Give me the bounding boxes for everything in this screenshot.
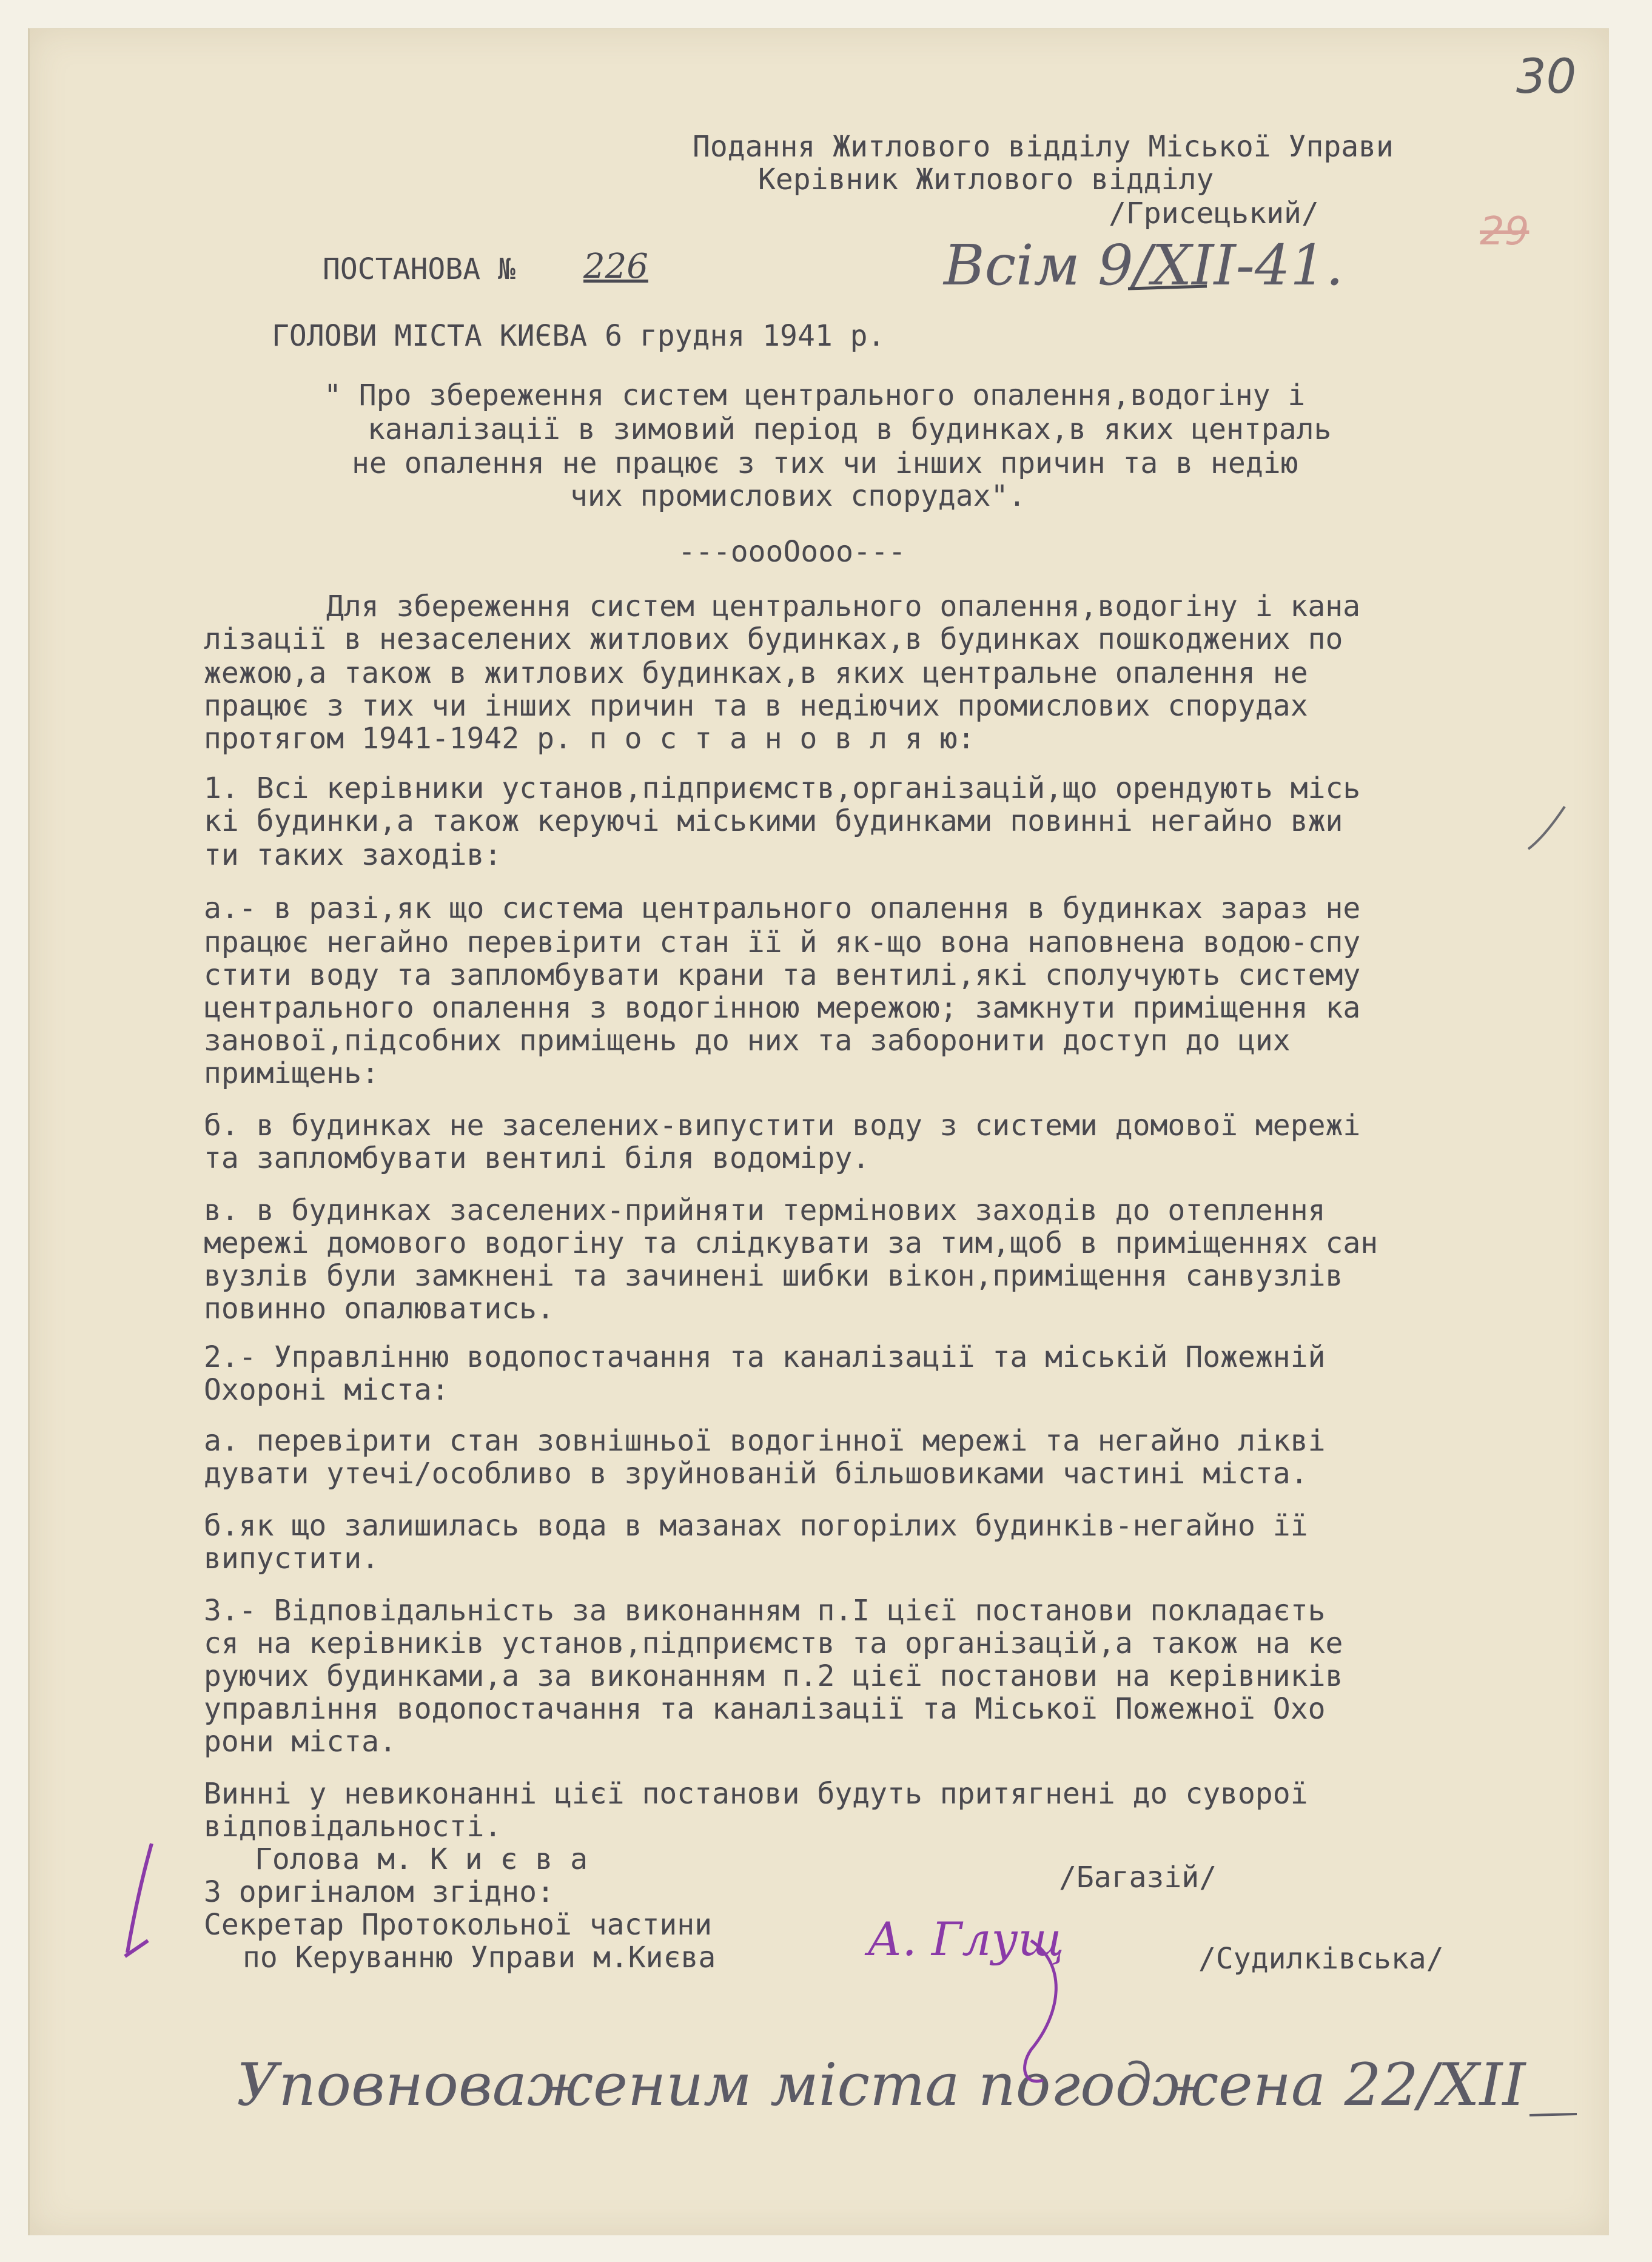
subject-line: чих промислових спорудах". xyxy=(570,479,1026,513)
subject-line: " Про збереження систем центрального опалення,водогіну і xyxy=(324,378,1306,412)
secretary-line2: по Керуванню Управи м.Києва xyxy=(243,1941,716,1975)
item1c-line: в. в будинках заселених-прийняти термінових заходів до отеплення xyxy=(204,1193,1326,1227)
copy-line: З оригіналом згідно: xyxy=(204,1875,554,1909)
subject-line: каналізації в зимовий період в будинках,в яких централь xyxy=(368,412,1332,446)
closing-line: відповідальності. xyxy=(204,1810,502,1844)
item1c-line: вузлів були замкнені та зачинені шибки вікон,приміщення санвузлів xyxy=(204,1259,1343,1293)
item1c-line: повинно опалюватись. xyxy=(204,1292,554,1326)
subtitle: ГОЛОВИ МІСТА КИЄВА 6 грудня 1941 р. xyxy=(272,319,885,353)
header-line2: Керівник Житлового відділу xyxy=(758,163,1214,196)
item2a-line: дувати утечі/особливо в зруйнованій більшовиками частині міста. xyxy=(204,1457,1308,1491)
intro-line: лізації в незаселених житлових будинках,в будинках пошкоджених по xyxy=(204,622,1343,656)
item1-line: кі будинки,а також керуючі міськими будинками повинні негайно вжи xyxy=(204,804,1343,838)
handwritten-note-date: Всім 9/XII-41. xyxy=(944,233,1344,298)
item2-line: Охороні міста: xyxy=(204,1373,449,1407)
header-line3: /Грисецький/ xyxy=(1109,196,1319,230)
item1c-line: мережі домового водогіну та слідкувати за тим,щоб в приміщеннях сан xyxy=(204,1226,1378,1260)
head-name: /Багазій/ xyxy=(1059,1861,1217,1895)
intro-line: працює з тих чи інших причин та в недіючих промислових спорудах xyxy=(204,689,1308,723)
old-page-number: 29 xyxy=(1480,209,1529,254)
title-label: ПОСТАНОВА № xyxy=(323,252,515,286)
item2b-line: випустити. xyxy=(204,1542,379,1576)
item1a-line: стити воду та запломбувати крани та вентилі,які сполучують систему xyxy=(204,958,1361,992)
secretary-name: /Судилківська/ xyxy=(1198,1942,1444,1976)
item1a-line: працює негайно перевірити стан її й як-що вона наповнена водою-спу xyxy=(204,925,1361,959)
item1b-line: та запломбувати вентилі біля водоміру. xyxy=(204,1141,870,1175)
secretary-line1: Секретар Протокольної частини xyxy=(204,1908,713,1942)
item1b-line: б. в будинках не заселених-випустити воду з системи домової мережі xyxy=(204,1109,1361,1143)
item1-line: ти таких заходів: xyxy=(204,838,502,872)
intro-line: Для збереження систем центрального опалення,водогіну і кана xyxy=(326,589,1361,623)
intro-line: жежою,а також в житлових будинках,в яких центральне опалення не xyxy=(204,656,1308,690)
header-line1: Подання Житлового відділу Міської Управи xyxy=(693,130,1394,164)
item3-line: управління водопостачання та каналізації та Міської Пожежної Охо xyxy=(204,1692,1326,1726)
item1-line: 1. Всі керівники установ,підприємств,організацій,що орендують місь xyxy=(204,771,1361,805)
bottom-handwritten-note: Уповноваженим міста погоджена 22/XII xyxy=(237,2051,1526,2119)
item1a-line: центрального опалення з водогінною мережою; замкнути приміщення ка xyxy=(204,991,1361,1025)
item2-line: 2.- Управлінню водопостачання та каналізації та міській Пожежній xyxy=(204,1340,1326,1374)
violet-signature: А. Глущ xyxy=(867,1912,1064,1966)
item1a-line: приміщень: xyxy=(204,1056,379,1090)
intro-line: протягом 1941-1942 р. п о с т а н о в л я ю: xyxy=(204,722,975,756)
item2a-line: а. перевірити стан зовнішньої водогінної мережі та негайно ліквi xyxy=(204,1424,1326,1458)
item2b-line: б.як що залишилась вода в мазанах погорілих будинків-негайно її xyxy=(204,1509,1308,1543)
item3-line: ся на керівників установ,підприємств та організацій,а також на ке xyxy=(204,1626,1343,1660)
subject-line: не опалення не працює з тих чи інших причин та в недію xyxy=(352,446,1298,480)
item3-line: руючих будинками,а за виконанням п.2 цієї постанови на керівників xyxy=(204,1659,1343,1693)
head-title: Голова м. К и є в а xyxy=(255,1842,588,1876)
item1a-line: а.- в разі,як що система центрального опалення в будинках зараз не xyxy=(204,891,1361,925)
item3-line: 3.- Відповідальність за виконанням п.І цієї постанови покладаєть xyxy=(204,1594,1326,1628)
page-number: 30 xyxy=(1516,50,1577,104)
item3-line: рони міста. xyxy=(204,1725,397,1759)
title-number: 226 xyxy=(583,247,648,286)
item1a-line: занової,підсобних приміщень до них та заборонити доступ до цих xyxy=(204,1024,1291,1058)
separator: ---oooOooo--- xyxy=(678,535,906,569)
closing-line: Винні у невиконанні цієї постанови будуть притягнені до суворої xyxy=(204,1777,1308,1811)
